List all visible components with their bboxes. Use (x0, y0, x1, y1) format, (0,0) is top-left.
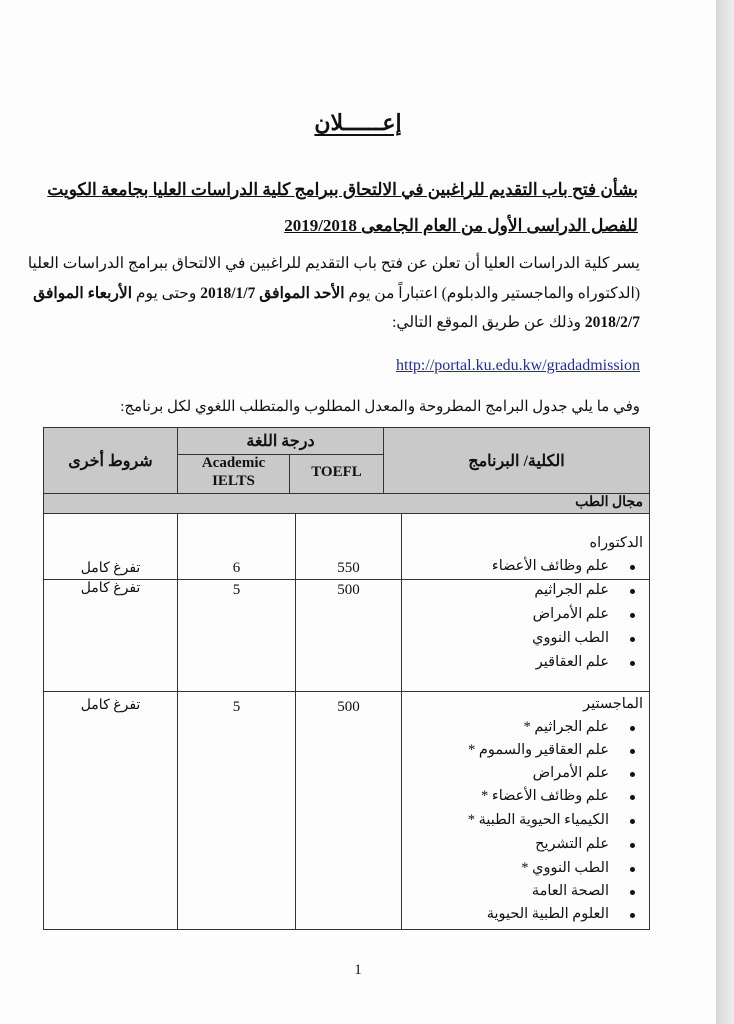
hline (44, 493, 649, 494)
other-requirement: تفرغ كامل (80, 581, 141, 596)
start-date: الأحد الموافق 2018/1/7 (200, 285, 345, 302)
ielts-value: 6 (232, 560, 241, 576)
program-item: علم العقاقير (535, 654, 609, 670)
program-item: الطب النووي * (521, 860, 609, 876)
announcement-subtitle-2: للفصل الدراسى الأول من العام الجامعى 2019/2018 (284, 216, 638, 235)
program-item: علم التشريح (535, 836, 609, 852)
header-toefl: TOEFL (311, 464, 362, 480)
program-item: العلوم الطبية الحيوية (486, 906, 609, 922)
paragraph-line-3-b: وذلك عن طريق الموقع التالي: (392, 314, 585, 331)
program-item: علم وظائف الأعضاء (491, 558, 609, 574)
program-item: الصحة العامة (531, 883, 609, 899)
page-edge-shadow (716, 0, 734, 1024)
paragraph-line-1: يسر كلية الدراسات العليا أن تعلن عن فتح باب التقديم للراغبين في الالتحاق ببرامج الدراسات العليا (27, 255, 640, 272)
announcement-subtitle-1: بشأن فتح باب التقديم للراغبين في الالتحاق ببرامج كلية الدراسات العليا بجامعة الكويت (47, 180, 638, 199)
program-item: علم الجراثيم (534, 582, 609, 598)
hline (44, 513, 649, 514)
program-item: علم الأمراض (532, 606, 609, 622)
section-header-bg (44, 493, 649, 513)
toefl-value: 550 (337, 560, 360, 576)
programs-table (43, 427, 650, 930)
hline (44, 691, 649, 692)
toefl-value: 500 (337, 582, 360, 598)
table-intro: وفي ما يلي جدول البرامج المطروحة والمعدل المطلوب والمتطلب اللغوي لكل برنامج: (120, 399, 640, 415)
program-item: علم الأمراض (532, 765, 609, 781)
other-requirement: تفرغ كامل (80, 698, 141, 713)
program-item: الطب النووي (532, 630, 609, 646)
masters-label: الماجستير (583, 696, 643, 712)
header-ielts-2: IELTS (212, 473, 255, 489)
paragraph-line-2-a: (الدكتوراه والماجستير والدبلوم) اعتباراً من يوم (344, 285, 640, 302)
header-other: شروط أخرى (68, 453, 153, 470)
header-language: درجة اللغة (246, 433, 315, 450)
vline (401, 513, 402, 929)
section-medicine: مجال الطب (575, 495, 643, 510)
other-requirement: تفرغ كامل (80, 561, 141, 576)
header-ielts-1: Academic (201, 455, 266, 471)
paragraph-line-2 (33, 284, 640, 303)
end-day: الأربعاء الموافق (33, 285, 133, 302)
announcement-title: إعــــــلان (314, 110, 402, 135)
header-program: الكلية/ البرنامج (468, 453, 565, 470)
ielts-value: 5 (232, 582, 241, 598)
program-item: علم العقاقير والسموم * (468, 742, 609, 758)
paragraph-line-3 (392, 313, 640, 332)
program-item: الكيمياء الحيوية الطبية * (467, 812, 609, 828)
ielts-value: 5 (232, 699, 241, 715)
page-number: 1 (354, 962, 362, 978)
toefl-value: 500 (337, 699, 360, 715)
program-item: علم الجراثيم * (523, 719, 609, 735)
admission-link[interactable]: http://portal.ku.edu.kw/gradadmission (396, 357, 640, 374)
paragraph-line-2-c: وحتى يوم (132, 285, 201, 302)
doctorate-label: الدكتوراه (589, 535, 643, 551)
end-date: 2018/2/7 (584, 314, 640, 331)
program-item: علم وظائف الأعضاء * (481, 788, 609, 804)
